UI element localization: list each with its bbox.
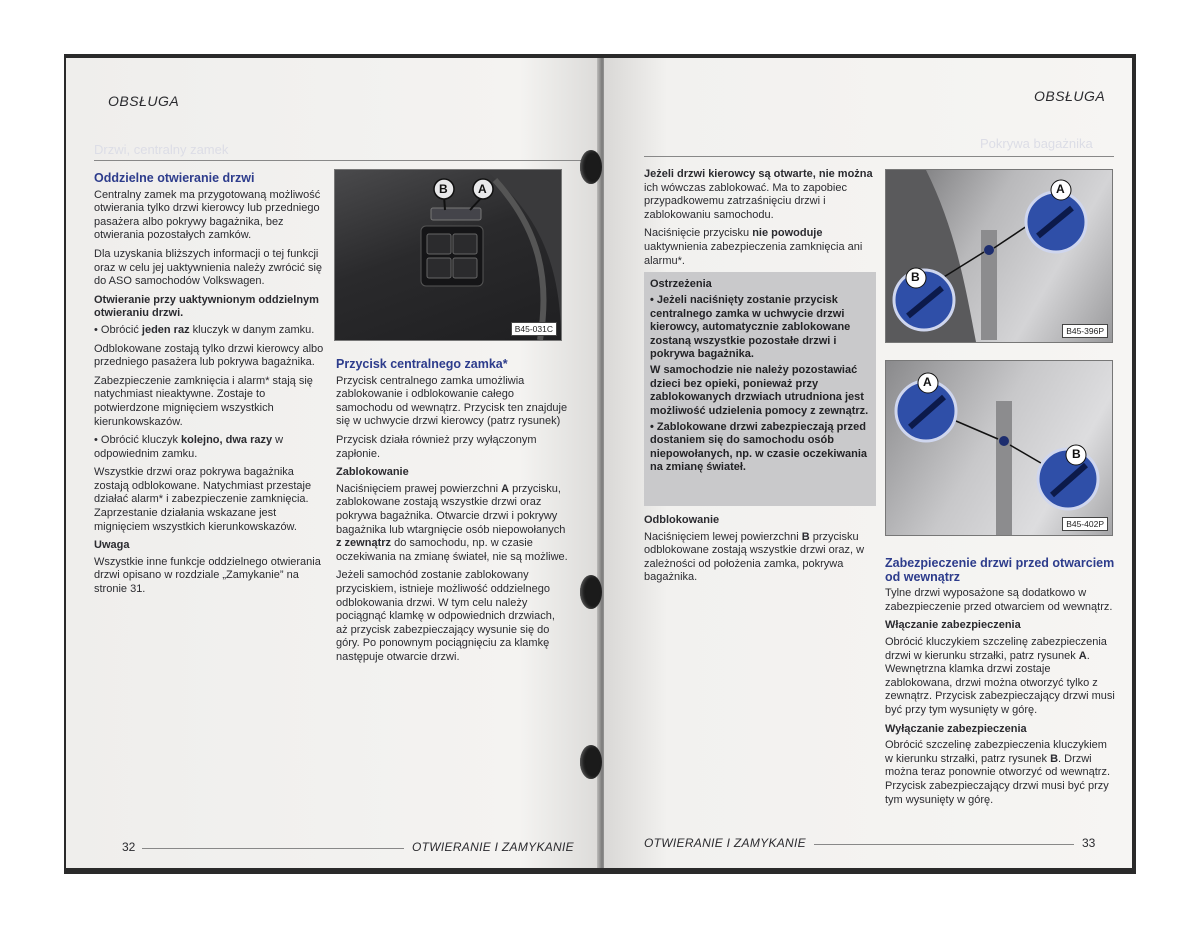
paragraph: Dla uzyskania bliższych informacji o tej funkcji oraz w celu jej uaktywnienia należy zwrócić się do ASO samochodów Volkswagen. [94, 247, 323, 288]
header-rule [94, 160, 589, 161]
figure-code: B45-402P [1062, 517, 1108, 531]
callout-b: B [439, 182, 448, 196]
warning-item: • Jeżeli naciśnięty zostanie przycisk centralnego zamka w uchwycie drzwi kierowcy, automatycznie zablokowane zostaną wszystkie pozostałe drzwi i pokrywa bagażnika. [650, 294, 851, 361]
page-header: OBSŁUGA [108, 93, 180, 109]
subheading: Odblokowanie [644, 514, 720, 526]
callout-a: A [923, 375, 932, 389]
figure-code: B45-031C [511, 322, 557, 336]
footer-rule [142, 848, 404, 849]
paragraph: Naciśnięcie przycisku nie powoduje uaktywnienia zabezpieczenia zamknięcia ani alarmu*. [644, 227, 863, 267]
header-rule [644, 156, 1114, 157]
paragraph: Obrócić szczelinę zabezpieczenia kluczykiem w kierunku strzałki, patrz rysunek B. Drzwi można teraz ponownie otworzyć od wewnątrz. Przycisk zabezpieczający drzwi musi być przy tym wysunięty w górę. [885, 739, 1110, 806]
section-title: Przycisk centralnego zamka* [336, 357, 508, 371]
paragraph: Zabezpieczenie zamknięcia i alarm* stają się natychmiast nieaktywne. Zostaje to potwierdzone mignięciem wszystkich kierunkowskazów. [94, 374, 313, 428]
paragraph: Wszystkie drzwi oraz pokrywa bagażnika zostają odblokowane. Natychmiast przestaje działać alarm* i zabezpieczenie zamknięcia. Zaprzestanie działania wskazane jest mignięciem wszystkich kierunkowskazów. [94, 466, 312, 533]
door-switch-photo [334, 169, 562, 341]
binding-hole [580, 150, 602, 184]
footer-title: OTWIERANIE I ZAMYKANIE [412, 840, 574, 854]
right-column-1b [644, 514, 876, 590]
door-switch-illustration [335, 170, 561, 340]
footer-rule [814, 844, 1074, 845]
bullet-item: • Obrócić jeden raz kluczyk w danym zamku. [94, 323, 315, 336]
binding-hole [580, 575, 602, 609]
left-page [66, 58, 600, 868]
right-column-1 [644, 168, 876, 273]
subheading: Otwieranie przy uaktywnionym oddzielnym otwieraniu drzwi. [94, 293, 319, 320]
paragraph: Naciśnięciem lewej powierzchni B przycisku odblokowane zostają wszystkie drzwi oraz, w zależności od położenia zamka, pokrywa bagażnika. [644, 530, 865, 584]
section-title: Zabezpieczenie drzwi przed otwarciem od wewnątrz [885, 556, 1115, 584]
paragraph: Jeżeli samochód zostanie zablokowany przyciskiem, istnieje możliwość oddzielnego odblokowania drzwi. W tym celu należy pociągnąć klamkę w odpowiednich drzwiach, aż przycisk zabezpieczający wysunie się do góry. Po ponownym pociągnięciu za klamkę następuje otwarcie drzwi. [336, 569, 555, 663]
subheading: Wyłączanie zabezpieczenia [885, 722, 1027, 735]
paragraph: Obrócić kluczykiem szczelinę zabezpieczenia drzwi w kierunku strzałki, patrz rysunek A. Wewnętrzna klamka drzwi zostaje zablokowana, drzwi można otworzyć tylko z zewnątrz. Przycisk zabezpieczający drzwi musi być przy tym wysunięty w górę. [885, 635, 1115, 716]
warning-title: Ostrzeżenia [650, 278, 712, 290]
child-lock-photo-1 [885, 169, 1113, 343]
left-column [94, 172, 326, 602]
ghost-title: Drzwi, centralny zamek [94, 142, 229, 157]
note-title: Uwaga [94, 539, 130, 552]
paragraph: Przycisk centralnego zamka umożliwia zablokowanie i odblokowanie całego samochodu od wewnątrz. Przycisk ten znajduje się w uchwycie drzwi kierowcy (patrz rysunek) [336, 374, 568, 428]
callout-a: A [1056, 182, 1065, 196]
subheading: Włączanie zabezpieczenia [885, 619, 1021, 632]
binding-hole [580, 745, 602, 779]
callout-b: B [1072, 447, 1081, 461]
page-header: OBSŁUGA [1034, 88, 1106, 104]
note-text: Wszystkie inne funkcje oddzielnego otwierania drzwi opisano w rozdziale „Zamykanie” na stronie 31. [94, 555, 321, 596]
paragraph: Jeżeli drzwi kierowcy są otwarte, nie można ich wówczas zablokować. Ma to zapobiec przypadkowemu zatrzaśnięciu drzwi i zablokowaniu samochodu. [644, 168, 873, 221]
paragraph: Przycisk działa również przy wyłączonym zapłonie. [336, 433, 537, 460]
page-number: 33 [1082, 836, 1096, 850]
page-number: 32 [122, 840, 136, 854]
middle-column [336, 358, 569, 669]
right-column-2 [885, 557, 1117, 812]
section-title: Oddzielne otwieranie drzwi [94, 171, 255, 185]
subheading: Zablokowanie [336, 466, 409, 479]
child-lock-photo-2 [885, 360, 1113, 536]
paragraph: Tylne drzwi wyposażone są dodatkowo w zabezpieczenie przed otwarciem od wewnątrz. [885, 587, 1113, 613]
paragraph: Odblokowane zostają tylko drzwi kierowcy albo przedniego pasażera lub pokrywa bagażnika. [94, 342, 324, 369]
footer-title: OTWIERANIE I ZAMYKANIE [644, 836, 806, 850]
warning-box [644, 272, 876, 506]
paragraph: Centralny zamek ma przygotowaną możliwość otwierania tylko drzwi kierowcy lub przedniego pasażera albo pokrywy bagażnika, bez otwierania pozostałych zamków. [94, 188, 321, 242]
figure-code: B45-396P [1062, 324, 1108, 338]
warning-item: • Zablokowane drzwi zabezpieczają przed dostaniem się do samochodu osób niepowołanych, np. w czasie oczekiwania na zmianę świateł. [650, 421, 868, 474]
ghost-title: Pokrywa bagażnika [980, 136, 1093, 151]
callout-b: B [911, 270, 920, 284]
bullet-item: • Obrócić kluczyk kolejno, dwa razy w odpowiednim zamku. [94, 434, 284, 460]
child-lock-illustration-1 [886, 170, 1112, 342]
right-page [604, 58, 1132, 868]
callout-a: A [478, 182, 487, 196]
warning-item: W samochodzie nie należy pozostawiać dzieci bez opieki, ponieważ przy zablokowanych drzwiach utrudniona jest możliwość udzielenia pomocy z zewnątrz. [650, 364, 869, 417]
paragraph: Naciśnięciem prawej powierzchni A przycisku, zablokowane zostają wszystkie drzwi oraz pokrywa bagażnika. Otwarcie drzwi i pokrywy bagażnika lub wtargnięcie osób niepowołanych z zewnątrz do samochodu, np. w czasie oczekiwania na zmianę świateł, nie są możliwe. [336, 482, 568, 563]
